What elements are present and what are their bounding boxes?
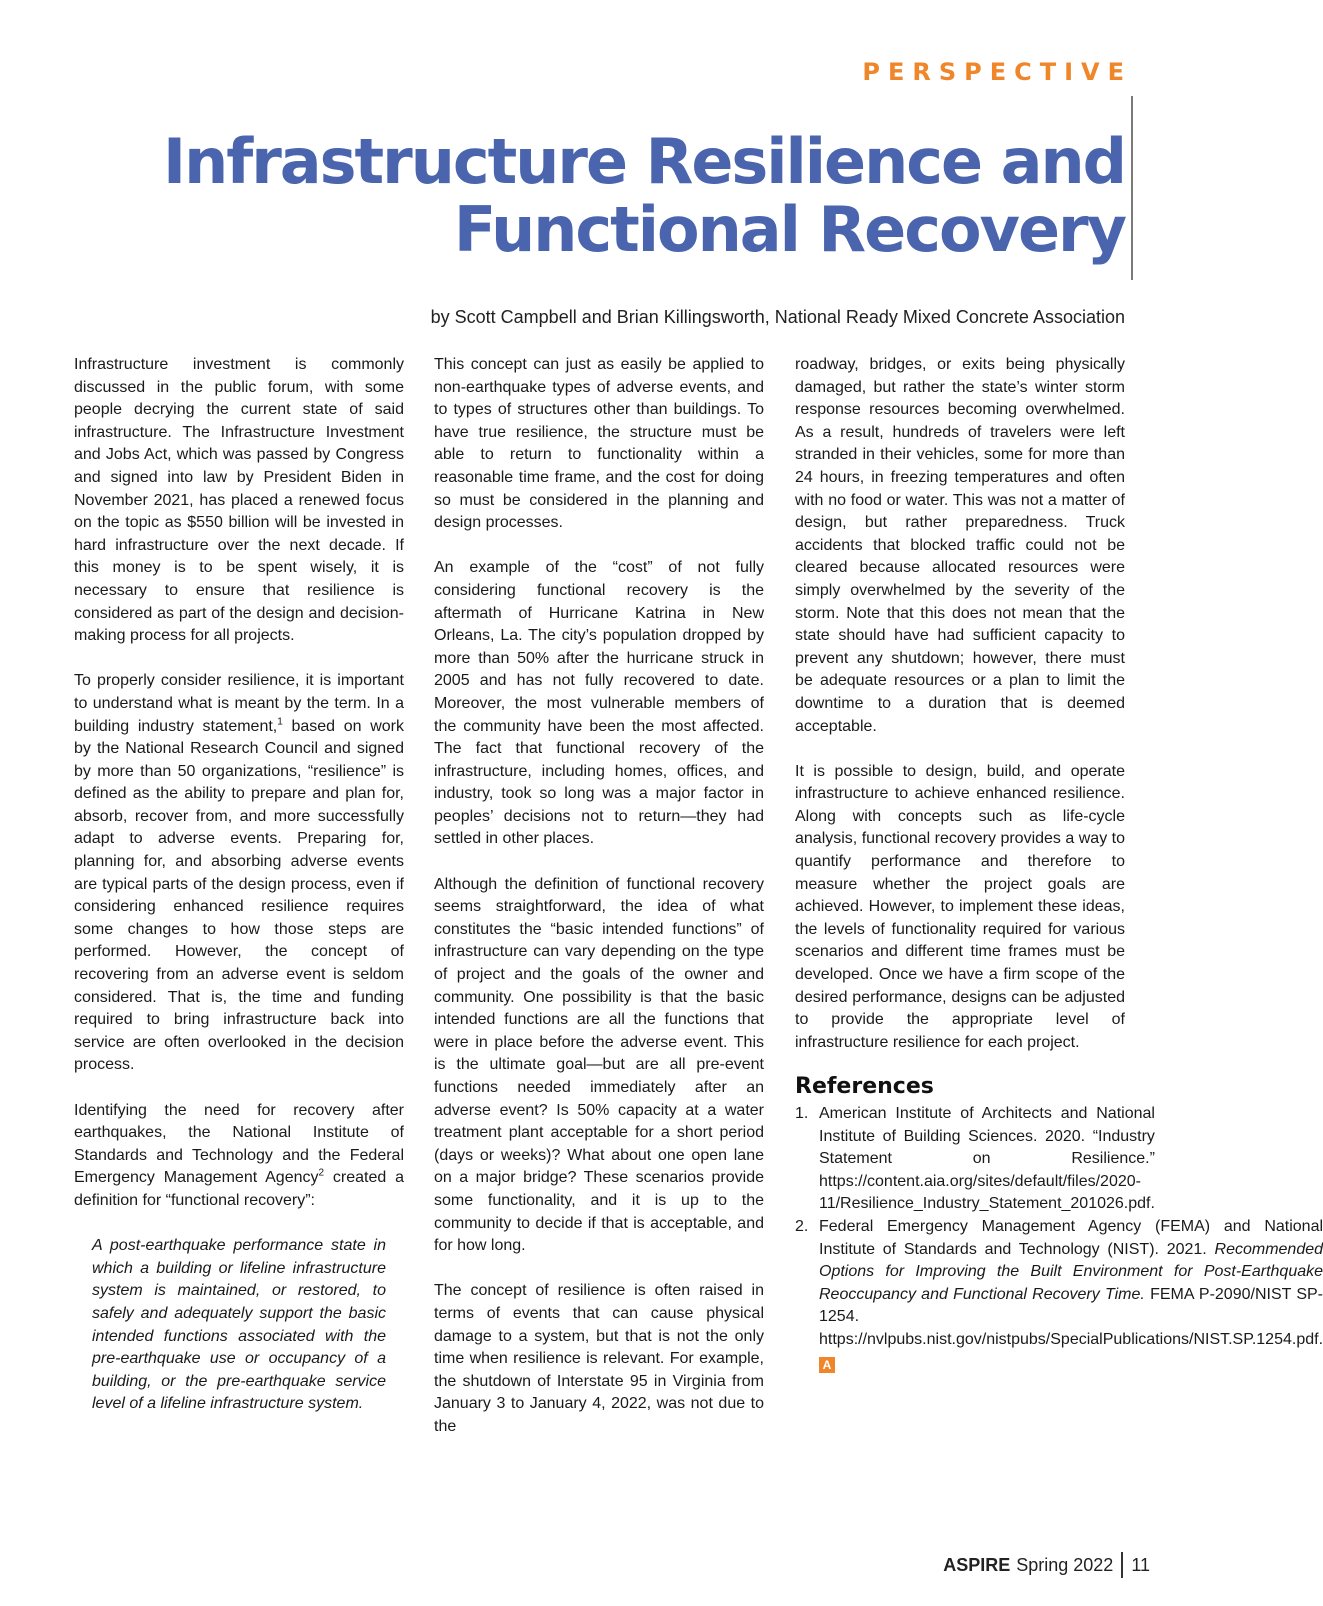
byline: by Scott Campbell and Brian Killingsworth, National Ready Mixed Concrete Association [430, 307, 1125, 327]
title-line-1: Infrastructure Resilience and [163, 125, 1125, 198]
aspire-end-mark-icon: A [819, 1357, 835, 1373]
paragraph-7: The concept of resilience is often raised in terms of events that can cause physical damage to a system, but that is not the only time when resilience is relevant. For example, the shutdown of Interstate 95 in Virginia from January 3 to January 4, 2022, was not due to the [434, 1282, 764, 1435]
issue-label: Spring 2022 [1016, 1554, 1114, 1575]
column-2 [434, 354, 764, 1439]
vertical-rule [1131, 96, 1133, 280]
footnote-ref-2[interactable]: 2 [318, 1168, 325, 1180]
title-line-2: Functional Recovery [453, 193, 1125, 266]
footnote-ref-1[interactable]: 1 [277, 716, 283, 728]
paragraph-2: To properly consider resilience, it is important to understand what is meant by the term. In a building industry statement,$^1$ based on work by the National Research Council and signed by more than 50 organizations, “resilience” is defined as the ability to prepare and plan for, absorb, recover from, and more successfully adapt to adverse events. Preparing for, planning for, and absorbing adverse events are typical parts of the design process, even if considering enhanced resilience requires some changes to how those steps are performed. However, the concept of recovering from an adverse event is seldom considered. That is, the time and funding required to bring infrastructure back into service are often overlooked in the decision process. [74, 672, 404, 1074]
paragraph-3: Identifying the need for recovery after earthquakes, the National Institute of Standards and Technology and the Federal Emergency Management Agency$^2$ created a definition for “functional recovery”: [74, 1101, 404, 1209]
block-quote: A post-earthquake performance state in which a building or lifeline infrastructure system is maintained, or restored, to safely and adequately support the basic intended functions associated with the pre-earthquake use or occupancy of a building, or the pre-earthquake service level of a lifeline infrastructure system. [92, 1237, 386, 1413]
paragraph-5: An example of the “cost” of not fully considering functional recovery is the aftermath of Hurricane Katrina in New Orleans, La. The city’s population dropped by more than 50% after the hurricane struck in 2005 and has not fully recovered to date. Moreover, the most vulnerable members of the community have been the most affected. The fact that functional recovery of the infrastructure, including homes, offices, and industry, took so long was a major factor in peoples’ decisions not to return—they had settled in other places. [434, 559, 764, 848]
paragraph-6: Although the definition of functional recovery seems straightforward, the idea of what constitutes the “basic intended functions” of infrastructure can vary depending on the type of project and the goals of the owner and community. One possibility is that the basic intended functions are all the functions that were in place before the adverse event. This is the ultimate goal—but are all pre-event functions needed immediately after an adverse event? Is 50% capacity at a water treatment plant acceptable for a short period (days or weeks)? What about one open lane on a major bridge? These scenarios provide some functionality, and it is up to the community to decide if that is acceptable, and for how long. [434, 875, 764, 1255]
footer-divider [1121, 1552, 1123, 1578]
magazine-name: ASPIRE [943, 1554, 1011, 1575]
paragraph-1: Infrastructure investment is commonly discussed in the public forum, with some people decrying the current state of said infrastructure. The Infrastructure Investment and Jobs Act, which was passed by Congress and signed into law by President Biden in November 2021, has placed a renewed focus on the topic as $550 billion will be invested in hard infrastructure over the next decade. If this money is to be spent wisely, it is necessary to ensure that resilience is considered as part of the design and decision-making process for all projects. [74, 356, 404, 645]
reference-text[interactable]: American Institute of Architects and National Institute of Building Sciences. 2020. “Industry Statement on Resilience.” https://content.aia.org/sites/default/files/2020-11/Resilience_Industry_Statement_201026.pdf. [819, 1105, 1155, 1213]
page-footer [943, 1552, 1150, 1578]
reference-text[interactable]: Federal Emergency Management Agency (FEMA) and National Institute of Standards and Technology (NIST). 2021. Recommended Options for Improving the Built Environment for Post-Earthquake Reoccupancy and Functional Recovery Time. FEMA P-2090/NIST SP-1254. https://nvlpubs.nist.gov/nistpubs/SpecialPublications/NIST.SP.1254.pdf. A [819, 1217, 1323, 1372]
paragraph-4: This concept can just as easily be applied to non-earthquake types of adverse events, and to types of structures other than buildings. To have true resilience, the structure must be able to return to functionality within a reasonable time frame, and the cost for doing so must be considered in the planning and design processes. [434, 356, 764, 532]
page-number: 11 [1131, 1554, 1150, 1575]
paragraph-7-continued: roadway, bridges, or exits being physically damaged, but rather the state’s winter storm response resources becoming overwhelmed. As a result, hundreds of travelers were left stranded in their vehicles, some for more than 24 hours, in freezing temperatures and often with no food or water. This was not a matter of design, but rather preparedness. Truck accidents that blocked traffic could not be cleared because allocated resources were simply overwhelmed by the severity of the storm. Note that this does not mean that the state should have had sufficient capacity to prevent any shutdown; however, there must be adequate resources or a plan to limit the downtime to a duration that is deemed acceptable. [795, 356, 1125, 735]
reference-item: 2. Federal Emergency Management Agency (FEMA) and National Institute of Standards and Technology (NIST). 2021. Recommended Options for Improving the Built Environment for Post-Earthquake Reoccupancy and Functional Recovery Time. FEMA P-2090/NIST SP-1254. https://nvlpubs.nist.gov/nistpubs/SpecialPublications/NIST.SP.1254.pdf. A [795, 1216, 1125, 1374]
references-heading: References [795, 1074, 934, 1099]
article-title [125, 125, 1125, 266]
column-1 [74, 354, 404, 1439]
section-kicker: PERSPECTIVE [862, 58, 1132, 86]
column-3 [795, 354, 1323, 1374]
paragraph-8: It is possible to design, build, and operate infrastructure to achieve enhanced resilience. Along with concepts such as life-cycle analysis, functional recovery provides a way to quantify performance and therefore to measure whether the project goals are achieved. However, to implement these ideas, the levels of functionality required for various scenarios and different time frames must be developed. Once we have a firm scope of the desired performance, designs can be adjusted to provide the appropriate level of infrastructure resilience for each project. [795, 762, 1125, 1051]
reference-item: 1. American Institute of Architects and National Institute of Building Sciences. 2020. “Industry Statement on Resilience.” https://content.aia.org/sites/default/files/2020-11/Resilience_Industry_Statement_201026.pdf. [795, 1103, 1125, 1216]
